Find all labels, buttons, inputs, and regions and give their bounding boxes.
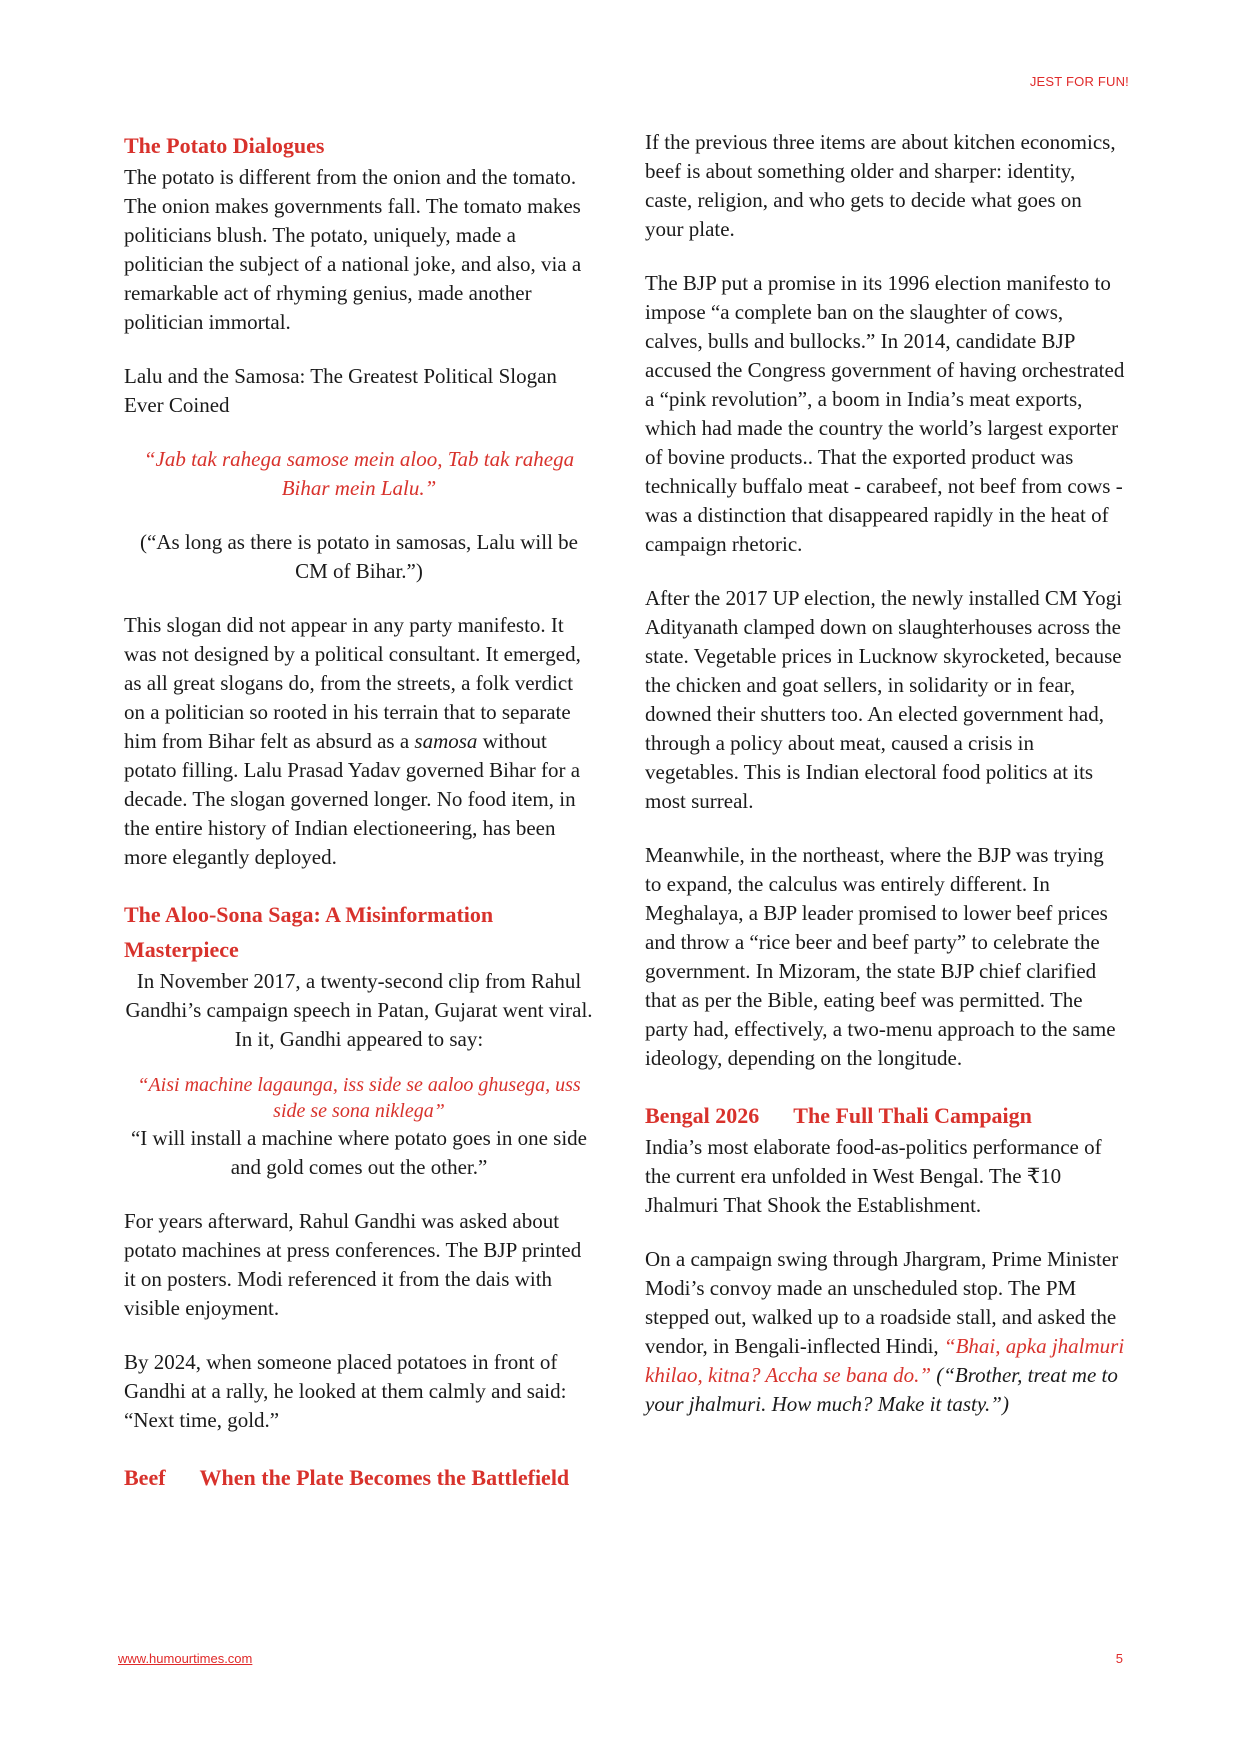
emphasis: samosa [414, 729, 478, 753]
slogan-translation: (“As long as there is potato in samosas, Lalu will be CM of Bihar.”) [140, 530, 578, 583]
paragraph: India’s most elaborate food-as-politics performance of the current era unfolded in West Bengal. The ₹10 Jhalmuri That Shook the Establishment. [645, 1135, 1102, 1217]
paragraph: For years afterward, Rahul Gandhi was asked about potato machines at press conferences. The BJP printed it on posters. Modi referenced it from the dais with visible enjoyment. [124, 1209, 582, 1320]
paragraph: By 2024, when someone placed potatoes in front of Gandhi at a rally, he looked at them calmly and said: “Next time, gold.” [124, 1350, 567, 1432]
jhalmuri-translation: (“Brother, treat me to your jhalmuri. How much? Make it tasty.”) [645, 1363, 1118, 1416]
paragraph: The potato is different from the onion and the tomato. The onion makes governments fall. The tomato makes politicians blush. The potato, uniquely, made a politician the subject of a national joke, and also, via a remarkable act of rhyming genius, made another politician immortal. [124, 165, 582, 334]
machine-quote: “Aisi machine lagaunga, iss side se aaloo ghusega, uss side se sona niklega” [137, 1074, 581, 1122]
heading-part: The Full Thali Campaign [793, 1103, 1032, 1128]
paragraph: In November 2017, a twenty-second clip from Rahul Gandhi’s campaign speech in Patan, Gujarat went viral. In it, Gandhi appeared to say: [125, 969, 593, 1051]
page-number: 5 [1115, 1651, 1123, 1666]
jhalmuri-quote: “Bhai, apka jhalmuri khilao, kitna? Accha se bana do.” [645, 1334, 1125, 1387]
text: This slogan did not appear in any party manifesto. It was not designed by a political consultant. It emerged, as all great slogans do, from the streets, a folk verdict on a politician so rooted in his terrain that to separate him from Bihar felt as absurd as a [124, 613, 581, 753]
heading-beef [124, 1460, 594, 1495]
paragraph [124, 611, 594, 872]
slogan-quote: “Jab tak rahega samose mein aloo, Tab tak rahega Bihar mein Lalu.” [143, 447, 575, 500]
heading-part: Bengal 2026 [645, 1103, 760, 1128]
heading-potato-dialogues: The Potato Dialogues [124, 133, 325, 158]
machine-translation: “I will install a machine where potato goes in one side and gold comes out the other.” [130, 1126, 588, 1179]
heading-part: Beef [124, 1465, 166, 1490]
paragraph: Meanwhile, in the northeast, where the BJP was trying to expand, the calculus was entirely different. In Meghalaya, a BJP leader promised to lower beef prices and throw a “rice beer and beef party” to celebrate the government. In Mizoram, the state BJP chief clarified that as per the Bible, eating beef was permitted. The party had, effectively, a two-menu approach to the same ideology, depending on the longitude. [645, 843, 1116, 1070]
heading-bengal [645, 1098, 1125, 1133]
paragraph: After the 2017 UP election, the newly installed CM Yogi Adityanath clamped down on slaughterhouses across the state. Vegetable prices in Lucknow skyrocketed, because the chicken and goat sellers, in solidarity or in fear, downed their shutters too. An elected government had, through a policy about meat, caused a crisis in vegetables. This is Indian electoral food politics at its most surreal. [645, 586, 1122, 813]
footer-site-link[interactable]: www.humourtimes.com [118, 1651, 253, 1666]
section-header: JEST FOR FUN! [1029, 74, 1129, 89]
heading-part: When the Plate Becomes the Battlefield [199, 1465, 570, 1490]
heading-aloo-sona: The Aloo-Sona Saga: A Misinformation Masterpiece [124, 902, 494, 962]
paragraph: The BJP put a promise in its 1996 election manifesto to impose “a complete ban on the slaughter of cows, calves, bulls and bullocks.” In 2014, candidate BJP accused the Congress government of having orchestrated a “pink revolution”, a boom in India’s meat exports, which had made the country the world’s largest exporter of bovine products.. That the exported product was technically buffalo meat - carabeef, not beef from cows - was a distinction that disappeared rapidly in the heat of campaign rhetoric. [645, 271, 1125, 556]
paragraph [645, 1245, 1125, 1419]
left-column [124, 128, 594, 1495]
paragraph: If the previous three items are about kitchen economics, beef is about something older and sharper: identity, caste, religion, and who gets to decide what goes on your plate. [645, 130, 1116, 241]
right-column [645, 128, 1125, 1444]
paragraph: Lalu and the Samosa: The Greatest Political Slogan Ever Coined [124, 364, 557, 417]
text: without potato filling. Lalu Prasad Yadav governed Bihar for a decade. The slogan governed longer. No food item, in the entire history of Indian electioneering, has been more elegantly deployed. [124, 729, 581, 869]
text: On a campaign swing through Jhargram, Prime Minister Modi’s convoy made an unscheduled stop. The PM stepped out, walked up to a roadside stall, and asked the vendor, in Bengali-inflected Hindi, [645, 1247, 1119, 1358]
